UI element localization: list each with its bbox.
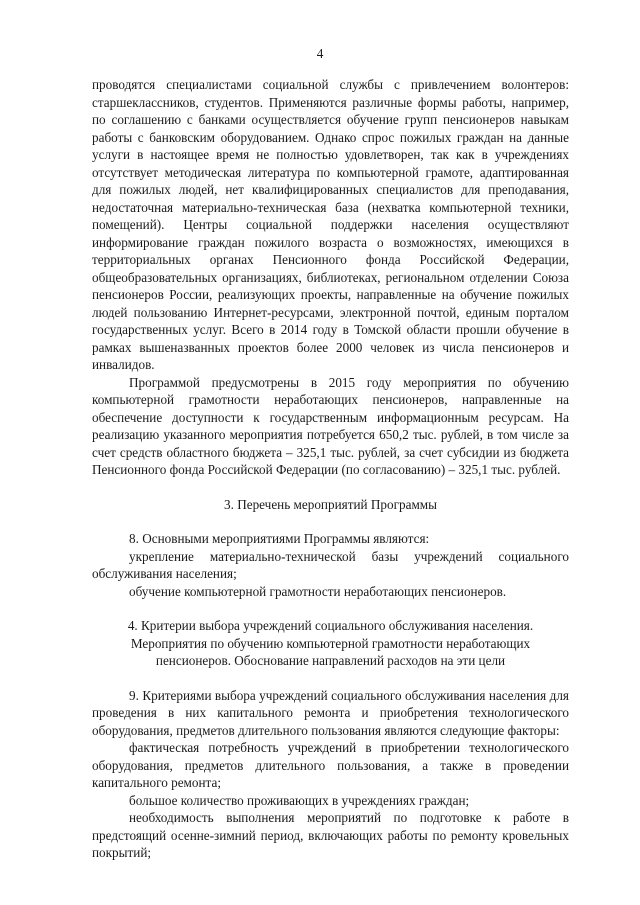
section-4-heading: [92, 617, 569, 670]
section-3-paragraph: укрепление материально-технической базы учреждений социального обслуживания населения;: [92, 548, 569, 581]
page-number: 4: [316, 46, 324, 61]
section-4-heading-line: Мероприятия по обучению компьютерной грамотности неработающих: [130, 635, 531, 651]
section-4-paragraph: большое количество проживающих в учреждениях граждан;: [129, 792, 470, 808]
section-4-heading-line: 4. Критерии выбора учреждений социального обслуживания населения.: [127, 618, 534, 633]
section-4-heading-line: пенсионеров. Обоснование направлений расходов на эти цели: [155, 653, 506, 668]
intro-paragraph: Программой предусмотрены в 2015 году мероприятия по обучению компьютерной грамотности неработающих пенсионеров, направленные на обеспечение доступности к государственным информационным ресурсам. На реализацию указанного мероприятия потребуется 650,2 тыс. рублей, в том числе за счет средств областного бюджета – 325,1 тыс. рублей, за счет субсидии из бюджета Пенсионного фонда Российской Федерации (по согласованию) – 325,1 тыс. рублей.: [92, 374, 569, 477]
section-4-paragraph: необходимость выполнения мероприятий по подготовке к работе в предстоящий осенне-зимний период, включающих работы по ремонту кровельных покрытий;: [92, 810, 569, 860]
section-3-heading: 3. Перечень мероприятий Программы: [224, 496, 437, 512]
section-3-paragraph: обучение компьютерной грамотности неработающих пенсионеров.: [129, 583, 507, 599]
intro-paragraph: проводятся специалистами социальной службы с привлечением волонтеров: старшеклассников, студентов. Применяются различные формы работы, например, по соглашению с банками осуществляется обучение групп пенсионеров навыкам работы с банковским оборудованием. Однако спрос пожилых граждан на данные услуги в настоящее время не полностью удовлетворен, так как в учреждениях отсутствует методическая литература по компьютерной грамоте, адаптированная для пожилых людей, нет квалифицированных специалистов для преподавания, недостаточная материально-техническая база (нехватка компьютерной техники, помещений). Центры социальной поддержки населения осуществляют информирование граждан пожилого возраста о возможностях, имеющихся в территориальных органах Пенсионного фонда Российской Федерации, общеобразовательных организациях, библиотеках, региональном отделении Союза пенсионеров России, реализующих проекты, направленные на обучение пожилых людей пользованию Интернет-ресурсами, электронной почтой, единым порталом государственных услуг. Всего в 2014 году в Томской области прошли обучение в рамках вышеназванных проектов более 2000 человек из числа пенсионеров и инвалидов.: [92, 77, 569, 372]
section-4-paragraph: 9. Критериями выбора учреждений социального обслуживания населения для проведения в них капитального ремонта и приобретения технологического оборудования, предметов длительного пользования являются следующие факторы:: [92, 687, 569, 738]
section-4-paragraph: фактическая потребность учреждений в приобретении технологического оборудования, предметов длительного пользования, а также в проведении капитального ремонта;: [92, 740, 569, 790]
document-body: [92, 76, 569, 862]
section-3-paragraph: 8. Основными мероприятиями Программы являются:: [129, 531, 430, 546]
